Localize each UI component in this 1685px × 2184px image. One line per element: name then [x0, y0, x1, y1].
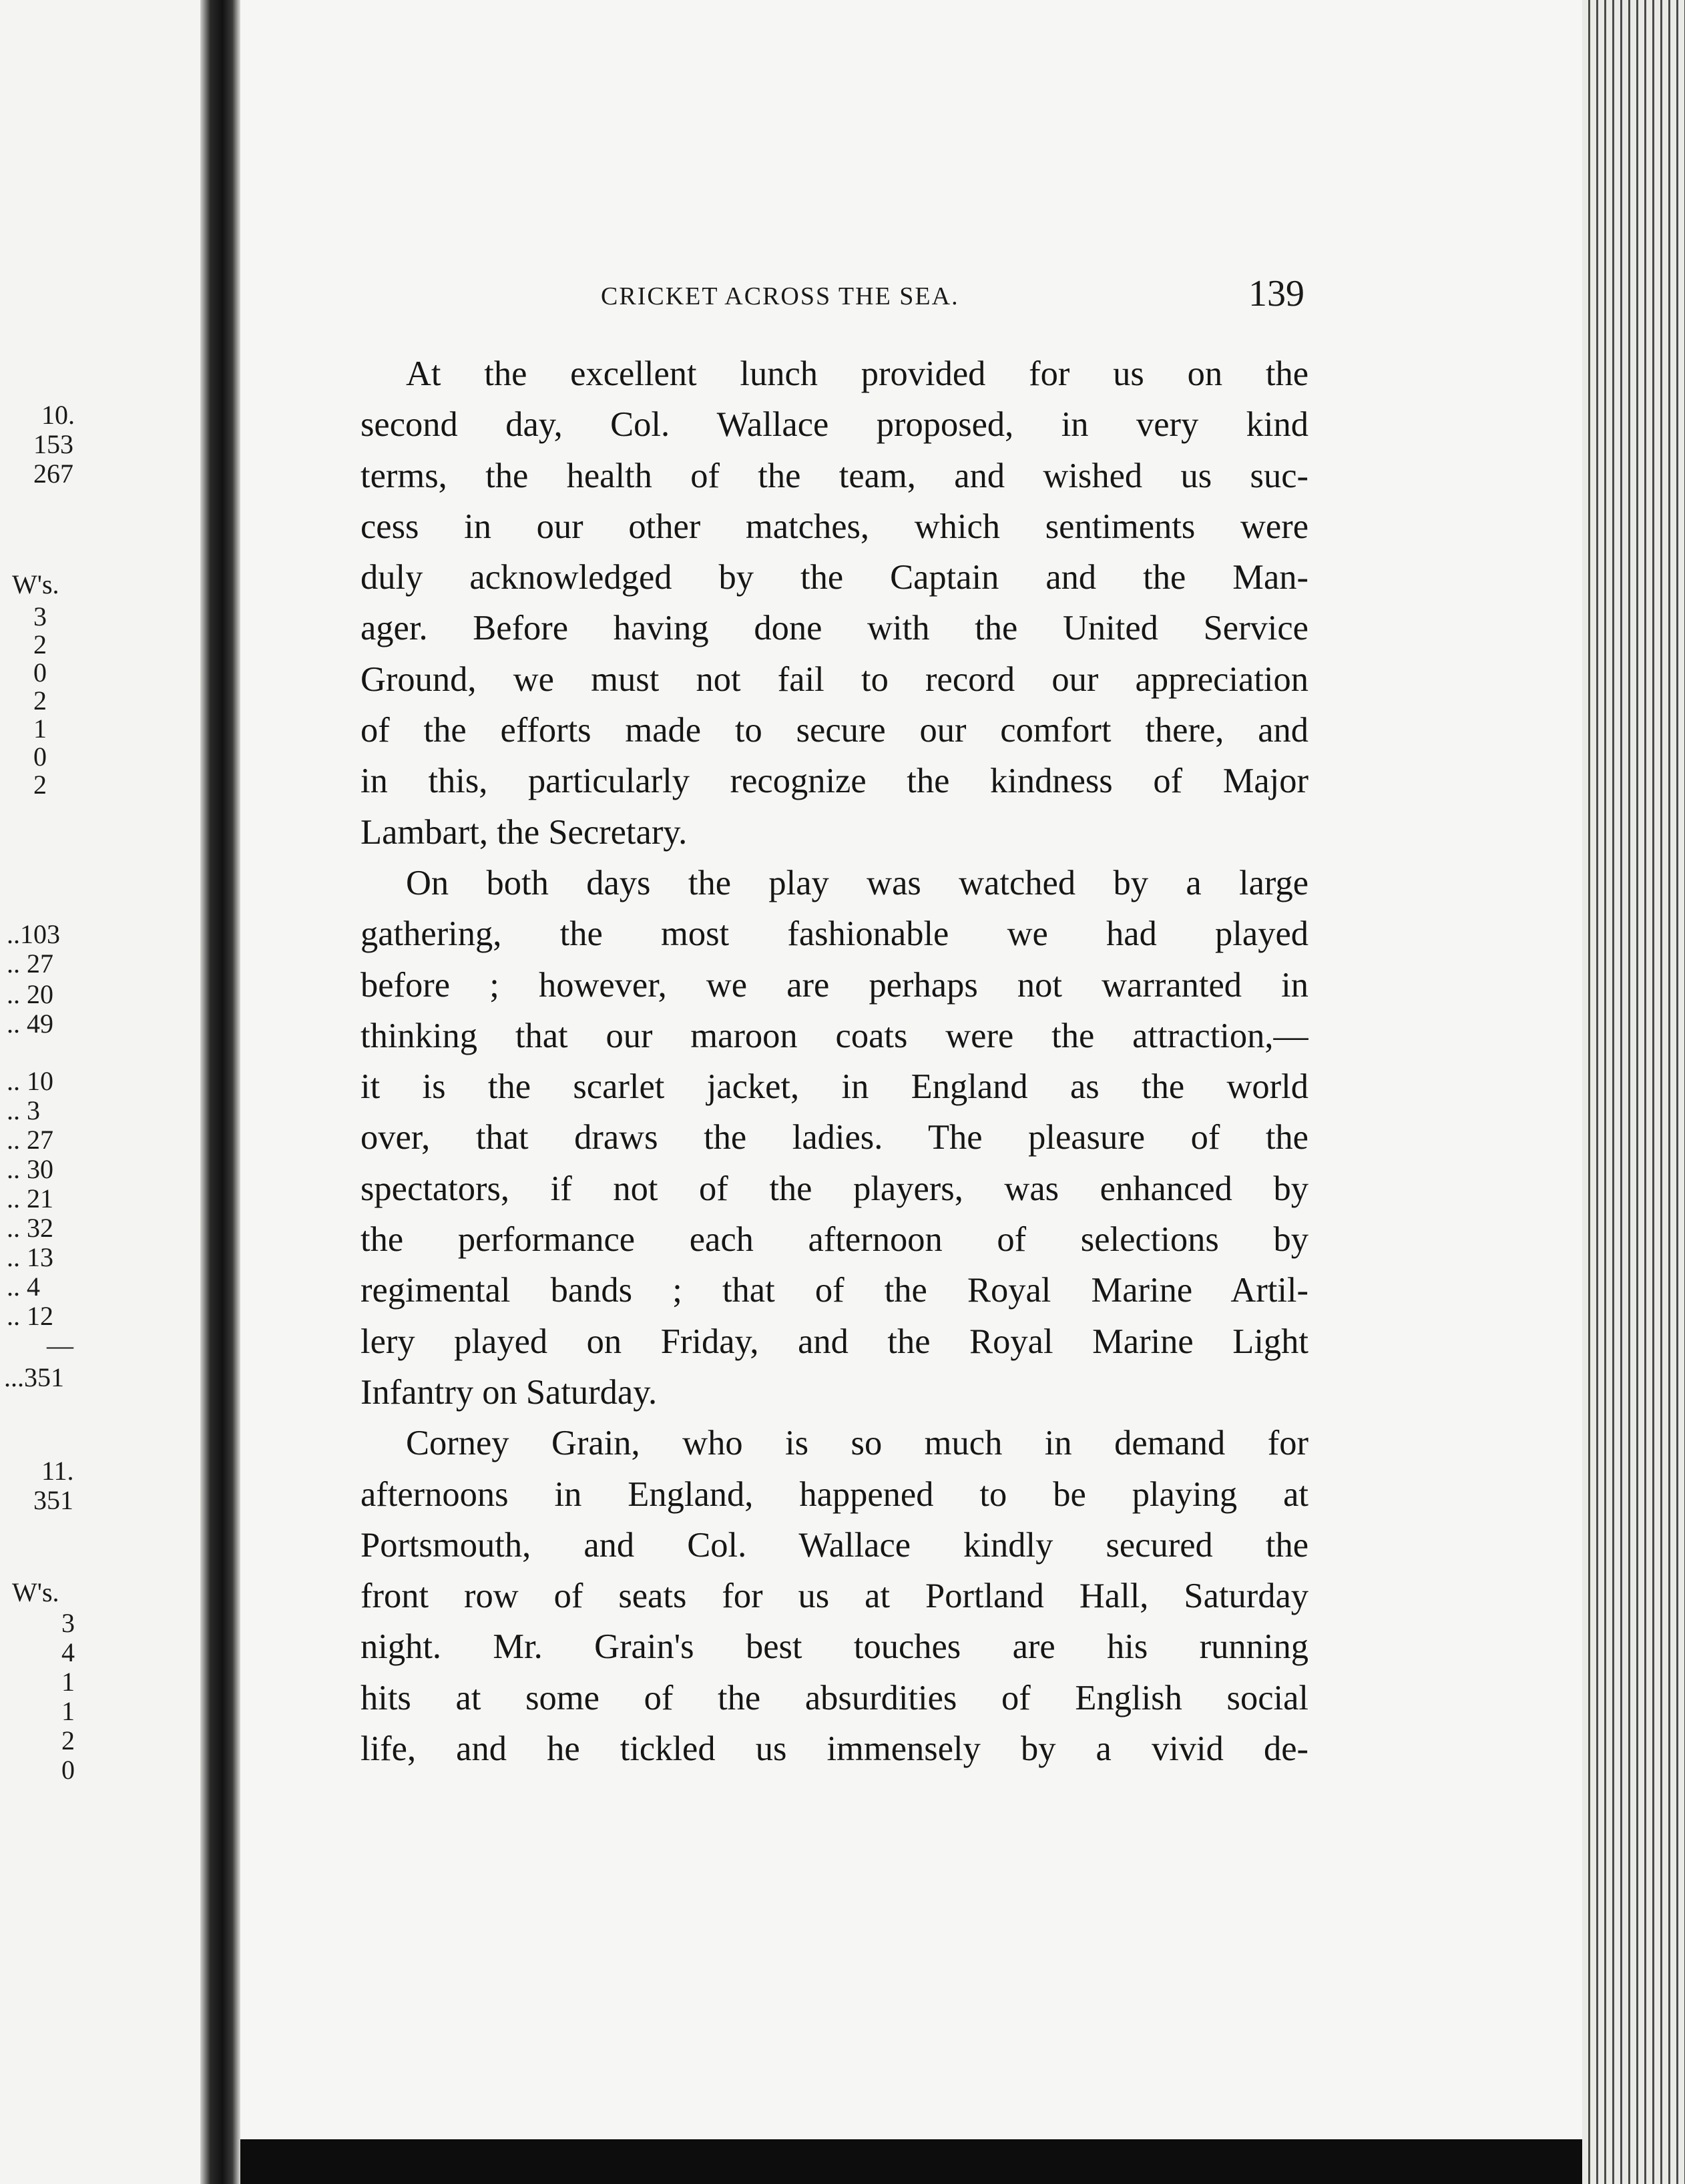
margin-number: .. 20	[7, 979, 53, 1009]
text-line: Infantry on Saturday.	[360, 1372, 658, 1412]
margin-number: 4	[61, 1637, 75, 1667]
text-line: Corney Grain, who is so much in demand for	[406, 1424, 1308, 1463]
margin-total: ...351	[4, 1362, 64, 1392]
facing-page-figures	[0, 0, 200, 2184]
body-text	[360, 348, 1308, 1774]
running-title: CRICKET ACROSS THE SEA.	[601, 282, 959, 310]
margin-number: .. 27	[7, 1125, 53, 1155]
margin-number: 351	[33, 1485, 73, 1515]
text-line: On both days the play was watched by a large	[406, 863, 1308, 902]
margin-number: .. 4	[7, 1272, 40, 1302]
margin-number: 3	[61, 1608, 75, 1638]
text-line: it is the scarlet jacket, in England as the world	[360, 1067, 1308, 1107]
margin-number: 153	[33, 429, 73, 459]
margin-number: .. 13	[7, 1242, 53, 1272]
margin-number: 267	[33, 459, 73, 489]
margin-number: 0	[61, 1755, 75, 1785]
text-line: cess in our other matches, which sentiments were	[360, 507, 1308, 546]
margin-header: W's.	[12, 1577, 59, 1607]
margin-number: 1	[61, 1696, 75, 1726]
margin-number: .. 10	[7, 1066, 53, 1096]
margin-number: .. 3	[7, 1095, 40, 1125]
text-line: duly acknowledged by the Captain and the Man-	[360, 558, 1308, 597]
text-line: At the excellent lunch provided for us on the	[406, 354, 1308, 393]
margin-number: 1	[61, 1667, 75, 1697]
text-line: thinking that our maroon coats were the attraction,—	[360, 1016, 1308, 1055]
text-line: front row of seats for us at Portland Hall, Saturday	[360, 1577, 1308, 1616]
margin-number: .. 12	[7, 1301, 53, 1331]
margin-number: 2	[33, 686, 47, 716]
text-line: night. Mr. Grain's best touches are his running	[360, 1627, 1308, 1667]
running-head	[360, 272, 1308, 319]
margin-number: .. 27	[7, 948, 53, 979]
book-gutter	[200, 0, 240, 2184]
margin-number: .. 49	[7, 1009, 53, 1039]
text-line: hits at some of the absurdities of English social	[360, 1678, 1308, 1717]
text-line: before ; however, we are perhaps not warranted in	[360, 965, 1308, 1005]
page-edges	[1582, 0, 1685, 2184]
text-line: life, and he tickled us immensely by a vivid de-	[360, 1729, 1308, 1769]
text-line: gathering, the most fashionable we had played	[360, 914, 1308, 954]
margin-number: 1	[33, 714, 47, 744]
text-line: spectators, if not of the players, was enhanced by	[360, 1169, 1308, 1208]
text-line: regimental bands ; that of the Royal Marine Artil-	[360, 1271, 1308, 1310]
margin-number: .. 21	[7, 1183, 53, 1213]
text-line: the performance each afternoon of selections by	[360, 1220, 1308, 1260]
margin-number: 0	[33, 742, 47, 772]
text-line: of the efforts made to secure our comfort there, and	[360, 711, 1308, 750]
margin-number: 0	[33, 657, 47, 688]
margin-number: .. 32	[7, 1213, 53, 1243]
margin-number: 3	[33, 601, 47, 631]
margin-number: .. 30	[7, 1154, 53, 1184]
text-line: over, that draws the ladies. The pleasure of the	[360, 1118, 1308, 1157]
text-line: lery played on Friday, and the Royal Marine Light	[360, 1322, 1308, 1361]
text-line: in this, particularly recognize the kindness of Major	[360, 762, 1308, 801]
margin-number: 2	[33, 629, 47, 659]
bottom-shadow	[240, 2139, 1582, 2184]
margin-header: W's.	[12, 569, 59, 599]
text-line: second day, Col. Wallace proposed, in very kind	[360, 405, 1308, 445]
text-line: afternoons in England, happened to be playing at	[360, 1474, 1308, 1514]
text-line: terms, the health of the team, and wished us suc-	[360, 456, 1308, 495]
margin-number: 2	[33, 770, 47, 800]
text-line: Ground, we must not fail to record our appreciation	[360, 659, 1308, 699]
page-number: 139	[1248, 273, 1304, 314]
text-line: Lambart, the Secretary.	[360, 812, 688, 852]
margin-number: 10.	[41, 400, 75, 430]
margin-number: 2	[61, 1725, 75, 1755]
margin-number: ..103	[7, 919, 60, 949]
margin-number: 11.	[41, 1456, 74, 1486]
margin-rule: —	[47, 1330, 73, 1360]
text-line: ager. Before having done with the United Service	[360, 609, 1308, 648]
text-line: Portsmouth, and Col. Wallace kindly secured the	[360, 1525, 1308, 1565]
